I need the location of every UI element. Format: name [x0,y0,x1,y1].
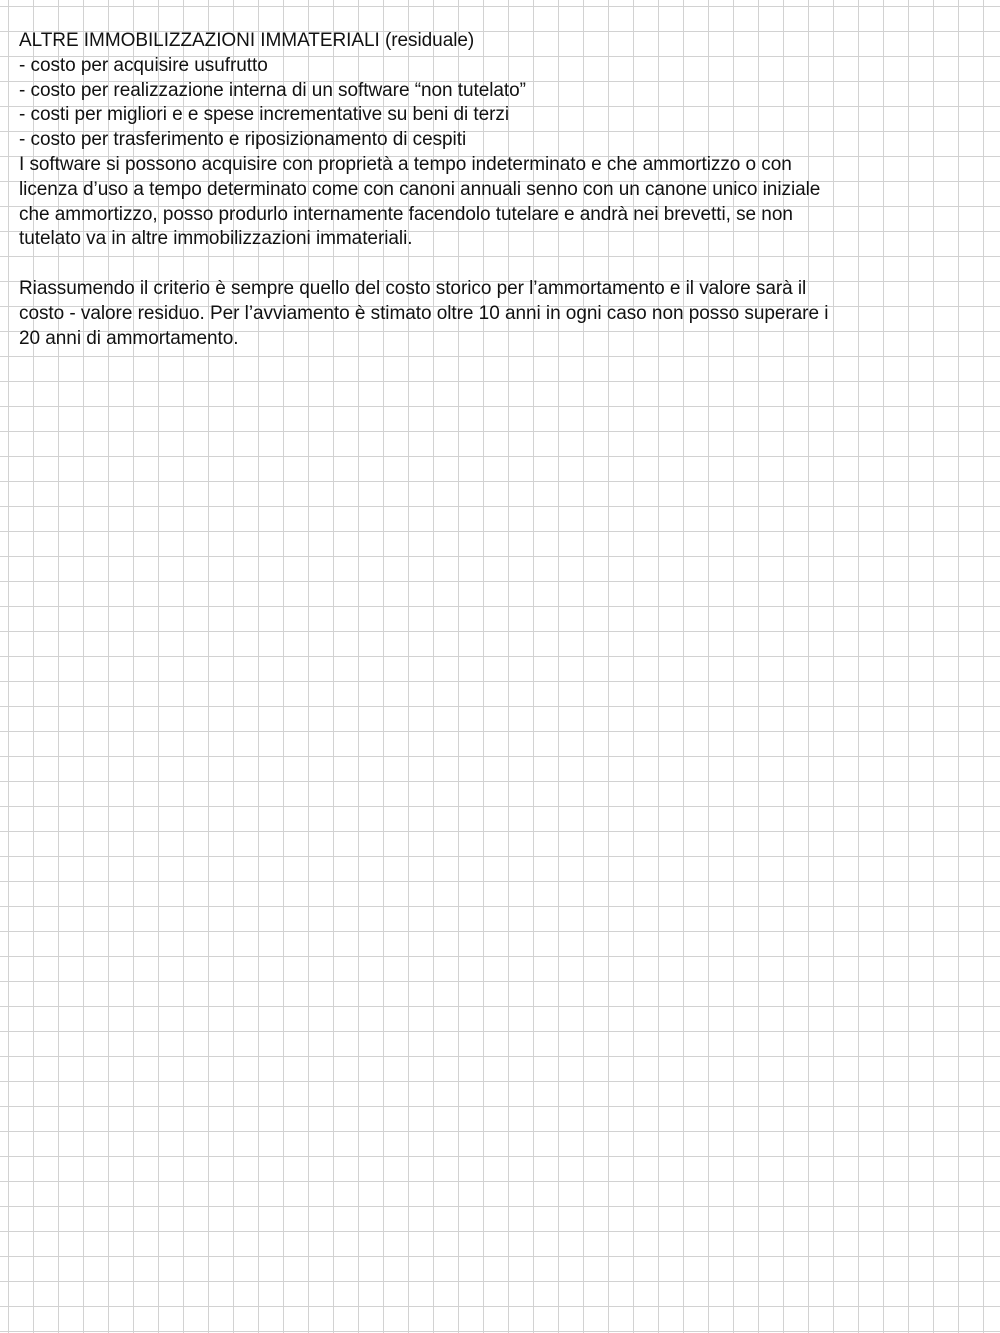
software-paragraph [19,153,984,252]
section-heading: ALTRE IMMOBILIZZAZIONI IMMATERIALI (residuale) [19,30,475,51]
cost-list [19,54,984,153]
list-item: - costi per migliori e e spese incrementative su beni di terzi [19,104,510,126]
list-item: - costo per trasferimento e riposizionamento di cespiti [19,129,467,151]
note-page [19,29,984,351]
paragraph-line: Riassumendo il criterio è sempre quello del costo storico per l’ammortamento e il valore sarà il [19,277,807,299]
paragraph-line: tutelato va in altre immobilizzazioni immateriali. [19,228,413,250]
paragraph-line: 20 anni di ammortamento. [19,327,239,349]
paragraph-line: licenza d’uso a tempo determinato come con canoni annuali senno con un canone unico iniziale [19,178,821,200]
paragraph-spacer [19,252,984,277]
summary-paragraph [19,277,984,351]
list-item: - costo per acquisire usufrutto [19,54,268,76]
paragraph-line: costo - valore residuo. Per l’avviamento è stimato oltre 10 anni in ogni caso non posso superare i [19,302,829,324]
list-item: - costo per realizzazione interna di un software “non tutelato” [19,79,526,101]
paragraph-line: I software si possono acquisire con proprietà a tempo indeterminato e che ammortizzo o con [19,153,792,175]
paragraph-line: che ammortizzo, posso produrlo internamente facendolo tutelare e andrà nei brevetti, se non [19,203,793,225]
